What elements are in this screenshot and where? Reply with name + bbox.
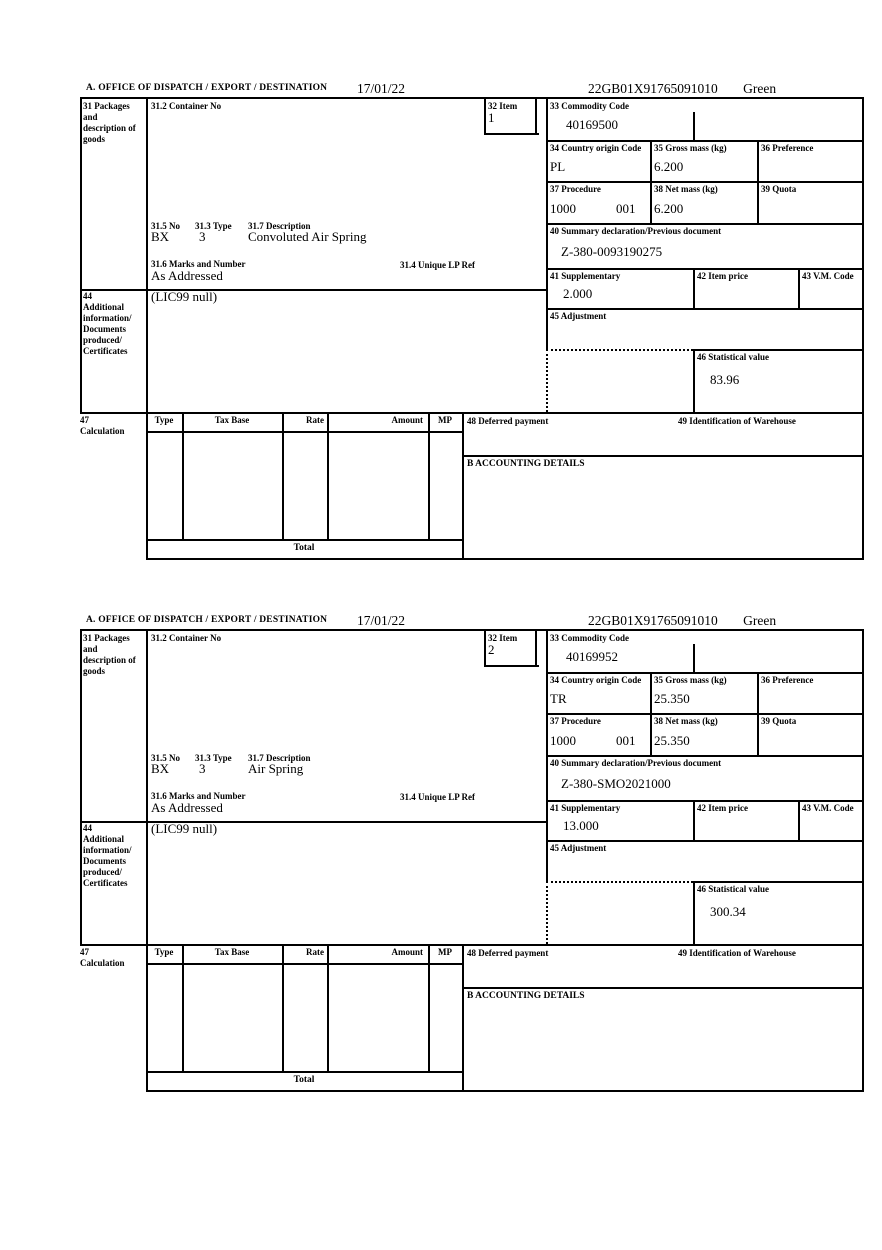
grid-line — [182, 944, 184, 1073]
grid-line — [693, 349, 864, 351]
dotted-line — [546, 349, 693, 351]
box-31-3-label: 31.3 Type — [195, 221, 232, 231]
grid-line — [80, 97, 82, 414]
dotted-line — [546, 881, 693, 883]
box-43-label: 43 V.M. Code — [802, 803, 854, 813]
grid-line — [546, 800, 864, 802]
previous-document-value: Z-380-SMO2021000 — [561, 776, 671, 791]
grid-line — [693, 881, 864, 883]
column-header-mp: MP — [438, 947, 452, 957]
box-38-label: 38 Net mass (kg) — [654, 716, 718, 726]
package-no-value: BX — [151, 761, 170, 776]
box-44-label: Additional information/ Documents produced/ Certificates — [83, 302, 132, 356]
statistical-value: 83.96 — [710, 372, 740, 387]
declaration-reference — [588, 81, 776, 97]
accounting-details-label: B ACCOUNTING DETAILS — [467, 459, 585, 469]
grid-line — [693, 644, 695, 674]
grid-line — [282, 944, 284, 1073]
grid-line — [146, 431, 462, 433]
marks-and-number-value: As Addressed — [151, 268, 223, 283]
grid-line — [462, 455, 864, 457]
grid-line — [546, 629, 548, 883]
previous-document-value: Z-380-0093190275 — [561, 244, 663, 259]
box-31-7-label: 31.7 Description — [248, 221, 311, 231]
grid-line — [146, 97, 148, 560]
grid-line — [428, 412, 430, 541]
grid-line — [546, 223, 864, 225]
column-header-amount: Amount — [391, 947, 423, 957]
box-44-number: 44 — [83, 291, 92, 301]
statistical-value: 300.34 — [710, 904, 746, 919]
box-49-label: 49 Identification of Warehouse — [678, 948, 796, 958]
mrn-number: 22GB01X91765091010 — [588, 81, 718, 96]
grid-line — [546, 268, 864, 270]
marks-and-number-value: As Addressed — [151, 800, 223, 815]
grid-line — [535, 97, 537, 135]
grid-line — [757, 672, 759, 757]
box-40-label: 40 Summary declaration/Previous document — [550, 226, 722, 236]
grid-line — [546, 713, 864, 715]
grid-line — [693, 800, 695, 842]
column-header-rate: Rate — [306, 947, 324, 957]
grid-line — [862, 97, 864, 560]
box-35-label: 35 Gross mass (kg) — [654, 675, 727, 685]
box-31-6-label: 31.6 Marks and Number — [151, 791, 246, 801]
procedure-value: 1000 — [550, 733, 576, 748]
column-header-mp: MP — [438, 415, 452, 425]
box-36-label: 36 Preference — [761, 675, 814, 685]
box-31-label: 31 Packages and description of goods — [83, 101, 136, 144]
grid-line — [462, 987, 864, 989]
grid-line — [327, 944, 329, 1073]
grid-line — [428, 944, 430, 1073]
box-41-label: 41 Supplementary — [550, 803, 621, 813]
column-header-type: Type — [154, 415, 174, 425]
grid-line — [546, 97, 548, 351]
grid-line — [484, 133, 539, 135]
grid-line — [146, 963, 462, 965]
declaration-reference — [588, 613, 776, 629]
grid-line — [80, 97, 864, 99]
box-35-label: 35 Gross mass (kg) — [654, 143, 727, 153]
procedure-value: 1000 — [550, 201, 576, 216]
column-header-type: Type — [154, 947, 174, 957]
box-39-label: 39 Quota — [761, 184, 797, 194]
box-45-label: 45 Adjustment — [550, 311, 607, 321]
grid-line — [798, 800, 800, 842]
grid-line — [327, 412, 329, 541]
box-32-label: 32 Item — [488, 633, 518, 643]
grid-line — [484, 629, 486, 667]
box-31-4-label: 31.4 Unique LP Ref — [400, 260, 476, 270]
column-header-rate: Rate — [306, 415, 324, 425]
country-origin-value: TR — [550, 691, 567, 706]
dotted-line — [546, 881, 548, 944]
grid-line — [80, 412, 864, 414]
item-number-value: 1 — [488, 110, 495, 125]
routing-status: Green — [743, 81, 777, 96]
grid-line — [693, 112, 695, 142]
procedure-secondary-value: 001 — [616, 733, 636, 748]
net-mass-value: 6.200 — [654, 201, 684, 216]
procedure-secondary-value: 001 — [616, 201, 636, 216]
sad-item-form — [80, 82, 866, 562]
grid-line — [462, 944, 464, 1092]
goods-description-value: Air Spring — [248, 761, 304, 776]
office-of-dispatch-heading: A. OFFICE OF DISPATCH / EXPORT / DESTINATION — [86, 615, 328, 625]
dotted-line — [546, 349, 548, 412]
grid-line — [146, 1071, 462, 1073]
box-31-6-label: 31.6 Marks and Number — [151, 259, 246, 269]
total-label: Total — [293, 1075, 315, 1085]
box-38-label: 38 Net mass (kg) — [654, 184, 718, 194]
box-34-label: 34 Country origin Code — [550, 675, 642, 685]
grid-line — [282, 412, 284, 541]
grid-line — [484, 97, 486, 135]
grid-line — [80, 629, 82, 946]
office-of-dispatch-heading: A. OFFICE OF DISPATCH / EXPORT / DESTINATION — [86, 83, 328, 93]
grid-line — [182, 412, 184, 541]
grid-line — [693, 349, 695, 414]
box-31-5-label: 31.5 No — [151, 221, 180, 231]
grid-line — [462, 412, 464, 560]
box-31-4-label: 31.4 Unique LP Ref — [400, 792, 476, 802]
grid-line — [650, 140, 652, 225]
box-31-2-label: 31.2 Container No — [151, 633, 222, 643]
grid-line — [80, 944, 864, 946]
grid-line — [146, 558, 864, 560]
box-42-label: 42 Item price — [697, 271, 748, 281]
grid-line — [693, 268, 695, 310]
grid-line — [535, 629, 537, 667]
supplementary-value: 13.000 — [563, 818, 599, 833]
box-46-label: 46 Statistical value — [697, 352, 769, 362]
box-42-label: 42 Item price — [697, 803, 748, 813]
grid-line — [546, 672, 864, 674]
grid-line — [798, 268, 800, 310]
grid-line — [546, 840, 864, 842]
column-header-amount: Amount — [391, 415, 423, 425]
additional-info-value: (LIC99 null) — [151, 289, 218, 304]
grid-line — [484, 665, 539, 667]
gross-mass-value: 6.200 — [654, 159, 684, 174]
box-44-label: Additional information/ Documents produced/ Certificates — [83, 834, 132, 888]
grid-line — [146, 629, 148, 1092]
declaration-date: 17/01/22 — [357, 81, 406, 96]
column-header-tax-base: Tax Base — [214, 415, 250, 425]
grid-line — [757, 140, 759, 225]
box-47-label: Calculation — [80, 958, 125, 968]
grid-line — [862, 629, 864, 1092]
box-41-label: 41 Supplementary — [550, 271, 621, 281]
box-47-number: 47 — [80, 947, 89, 957]
box-37-label: 37 Procedure — [550, 184, 601, 194]
box-36-label: 36 Preference — [761, 143, 814, 153]
grid-line — [650, 672, 652, 757]
column-header-tax-base: Tax Base — [214, 947, 250, 957]
grid-line — [546, 755, 864, 757]
gross-mass-value: 25.350 — [654, 691, 690, 706]
box-33-label: 33 Commodity Code — [550, 101, 629, 111]
grid-line — [693, 881, 695, 946]
grid-line — [546, 140, 864, 142]
box-48-label: 48 Deferred payment — [467, 948, 549, 958]
commodity-code-value: 40169500 — [566, 117, 618, 132]
box-32-label: 32 Item — [488, 101, 518, 111]
box-44-number: 44 — [83, 823, 92, 833]
box-39-label: 39 Quota — [761, 716, 797, 726]
grid-line — [80, 629, 864, 631]
box-43-label: 43 V.M. Code — [802, 271, 854, 281]
box-34-label: 34 Country origin Code — [550, 143, 642, 153]
goods-description-value: Convoluted Air Spring — [248, 229, 367, 244]
box-37-label: 37 Procedure — [550, 716, 601, 726]
country-origin-value: PL — [550, 159, 566, 174]
package-type-value: 3 — [199, 229, 206, 244]
package-no-value: BX — [151, 229, 170, 244]
package-type-value: 3 — [199, 761, 206, 776]
box-49-label: 49 Identification of Warehouse — [678, 416, 796, 426]
box-47-label: Calculation — [80, 426, 125, 436]
box-45-label: 45 Adjustment — [550, 843, 607, 853]
mrn-number: 22GB01X91765091010 — [588, 613, 718, 628]
box-48-label: 48 Deferred payment — [467, 416, 549, 426]
accounting-details-label: B ACCOUNTING DETAILS — [467, 991, 585, 1001]
box-31-3-label: 31.3 Type — [195, 753, 232, 763]
grid-line — [146, 539, 462, 541]
total-label: Total — [293, 543, 315, 553]
grid-line — [146, 1090, 864, 1092]
grid-line — [546, 308, 864, 310]
routing-status: Green — [743, 613, 777, 628]
net-mass-value: 25.350 — [654, 733, 690, 748]
box-33-label: 33 Commodity Code — [550, 633, 629, 643]
box-31-5-label: 31.5 No — [151, 753, 180, 763]
grid-line — [546, 181, 864, 183]
box-31-7-label: 31.7 Description — [248, 753, 311, 763]
commodity-code-value: 40169952 — [566, 649, 618, 664]
box-47-number: 47 — [80, 415, 89, 425]
sad-item-form — [80, 614, 866, 1094]
item-number-value: 2 — [488, 642, 495, 657]
box-46-label: 46 Statistical value — [697, 884, 769, 894]
box-40-label: 40 Summary declaration/Previous document — [550, 758, 722, 768]
supplementary-value: 2.000 — [563, 286, 593, 301]
box-31-2-label: 31.2 Container No — [151, 101, 222, 111]
additional-info-value: (LIC99 null) — [151, 821, 218, 836]
box-31-label: 31 Packages and description of goods — [83, 633, 136, 676]
declaration-date: 17/01/22 — [357, 613, 406, 628]
